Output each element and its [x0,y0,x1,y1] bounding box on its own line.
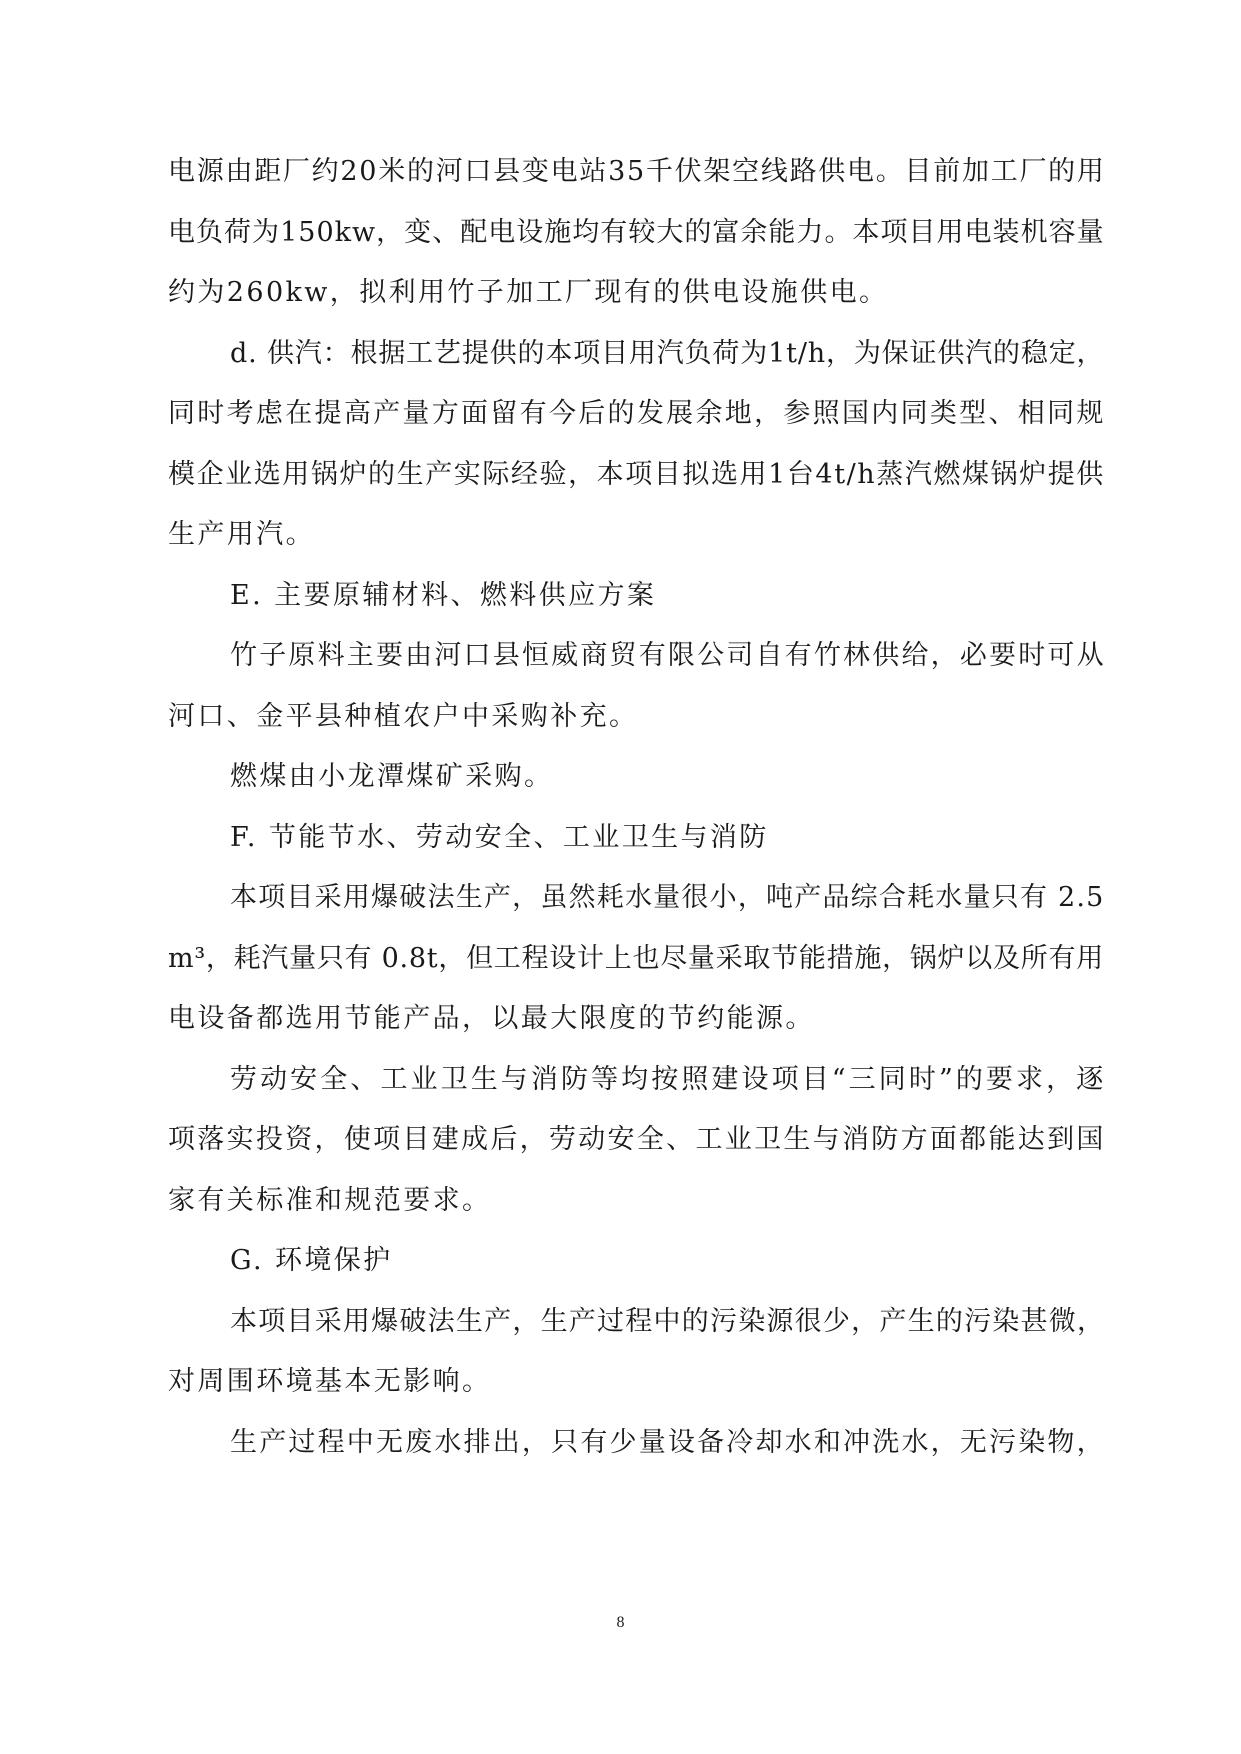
text-line: d. 供汽：根据工艺提供的本项目用汽负荷为1t/h，为保证供汽的稳定， [230,337,1105,369]
text-line: 劳动安全、工业卫生与消防等均按照建设项目“三同时”的要求，逐 [230,1063,1107,1095]
text-line: F. 节能节水、劳动安全、工业卫生与消防 [230,821,769,853]
text-line: 模企业选用锅炉的生产实际经验，本项目拟选用1台4t/h蒸汽燃煤锅炉提供 [168,458,1105,490]
text-line: 燃煤由小龙潭煤矿采购。 [230,761,554,792]
text-line: 电源由距厂约20米的河口县变电站35千伏架空线路供电。目前加工厂的用 [168,156,1106,187]
text-line: 竹子原料主要由河口县恒威商贸有限公司自有竹林供给，必要时可从 [230,640,1106,671]
text-line: 电负荷为150kw，变、配电设施均有较大的富余能力。本项目用电装机容量 [168,216,1105,248]
text-line: 生产用汽。 [168,519,315,550]
text-line: 约为260kw，拟利用竹子加工厂现有的供电设施供电。 [168,277,889,308]
text-line: E. 主要原辅材料、燃料供应方案 [230,579,657,611]
text-line: 电设备都选用节能产品，以最大限度的节约能源。 [168,1003,815,1034]
text-line: 本项目采用爆破法生产，虽然耗水量很小，吨产品综合耗水量只有 2.5 [230,882,1105,913]
text-line: 家有关标准和规范要求。 [168,1184,492,1216]
text-line: m³，耗汽量只有 0.8t，但工程设计上也尽量采取节能措施，锅炉以及所有用 [168,942,1104,974]
text-line: 对周围环境基本无影响。 [168,1366,492,1397]
text-line: 本项目采用爆破法生产，生产过程中的污染源很少，产生的污染甚微， [230,1305,1106,1337]
page-number: 8 [616,1614,625,1631]
text-line: 河口、金平县种植农户中采购补充。 [168,700,639,732]
text-line: 生产过程中无废水排出，只有少量设备冷却水和冲洗水，无污染物， [230,1426,1106,1458]
text-line: G. 环境保护 [230,1245,393,1276]
text-line: 项落实投资，使项目建成后，劳动安全、工业卫生与消防方面都能达到国 [168,1124,1106,1155]
text-line: 同时考虑在提高产量方面留有今后的发展余地，参照国内同类型、相同规 [168,398,1106,429]
